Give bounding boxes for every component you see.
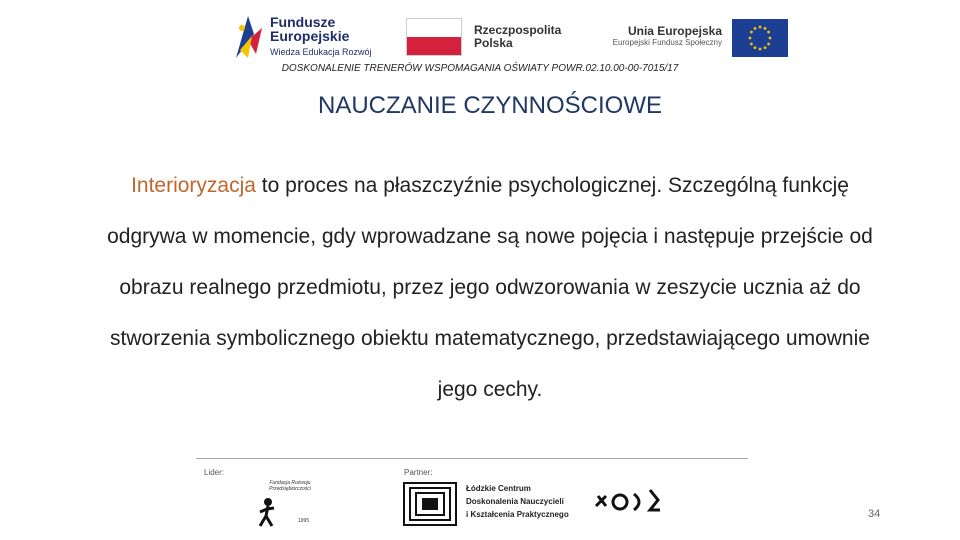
partner-logo-icon <box>403 482 457 526</box>
partner-label: Partner: <box>404 468 433 477</box>
slide-title: NAUCZANIE CZYNNOŚCIOWE <box>317 92 662 119</box>
lider-name: Fundacja Rozwoju Przedsiębiorczości <box>269 480 311 492</box>
fundusze-logo-subtitle: Wiedza Edukacja Rozwój <box>270 47 372 57</box>
project-code: DOSKONALENIE TRENERÓW WSPOMAGANIA OŚWIATY POWR.02.10.00-00-7015/17 <box>281 63 679 74</box>
fundusze-europejskie-logo-icon <box>234 14 264 60</box>
eu-flag-icon <box>732 19 788 57</box>
lider-label: Lider: <box>204 468 225 477</box>
logo-bar <box>230 12 790 62</box>
footer-divider <box>196 458 748 459</box>
partner-name: Łódzkie Centrum Doskonalenia Nauczycieli i Kształcenia Praktycznego <box>466 484 569 519</box>
slide-body <box>90 160 890 415</box>
polska-logo-text: Rzeczpospolita Polska <box>474 23 562 50</box>
partner-glyph-logo-icon <box>594 486 664 514</box>
fundusze-logo-text: Fundusze Europejskie <box>270 14 350 44</box>
eu-logo-text: Unia Europejska Europejski Fundusz Społeczny <box>612 24 722 47</box>
body-text: to proces na płaszczyźnie psychologicznej. Szczególną funkcję odgrywa w momencie, gdy wprowadzane są nowe pojęcia i następuje przejście od obrazu realnego przedmiotu, przez jego odwzorowania w zeszycie ucznia aż do stworzenia symbolicznego obiektu matematycznego, przedstawiającego umownie jego cechy. <box>107 174 873 401</box>
page-number: 34 <box>868 508 881 520</box>
lider-year: 1995 <box>298 518 310 524</box>
highlighted-term: Interioryzacja <box>131 174 256 197</box>
poland-flag-icon <box>406 18 462 56</box>
